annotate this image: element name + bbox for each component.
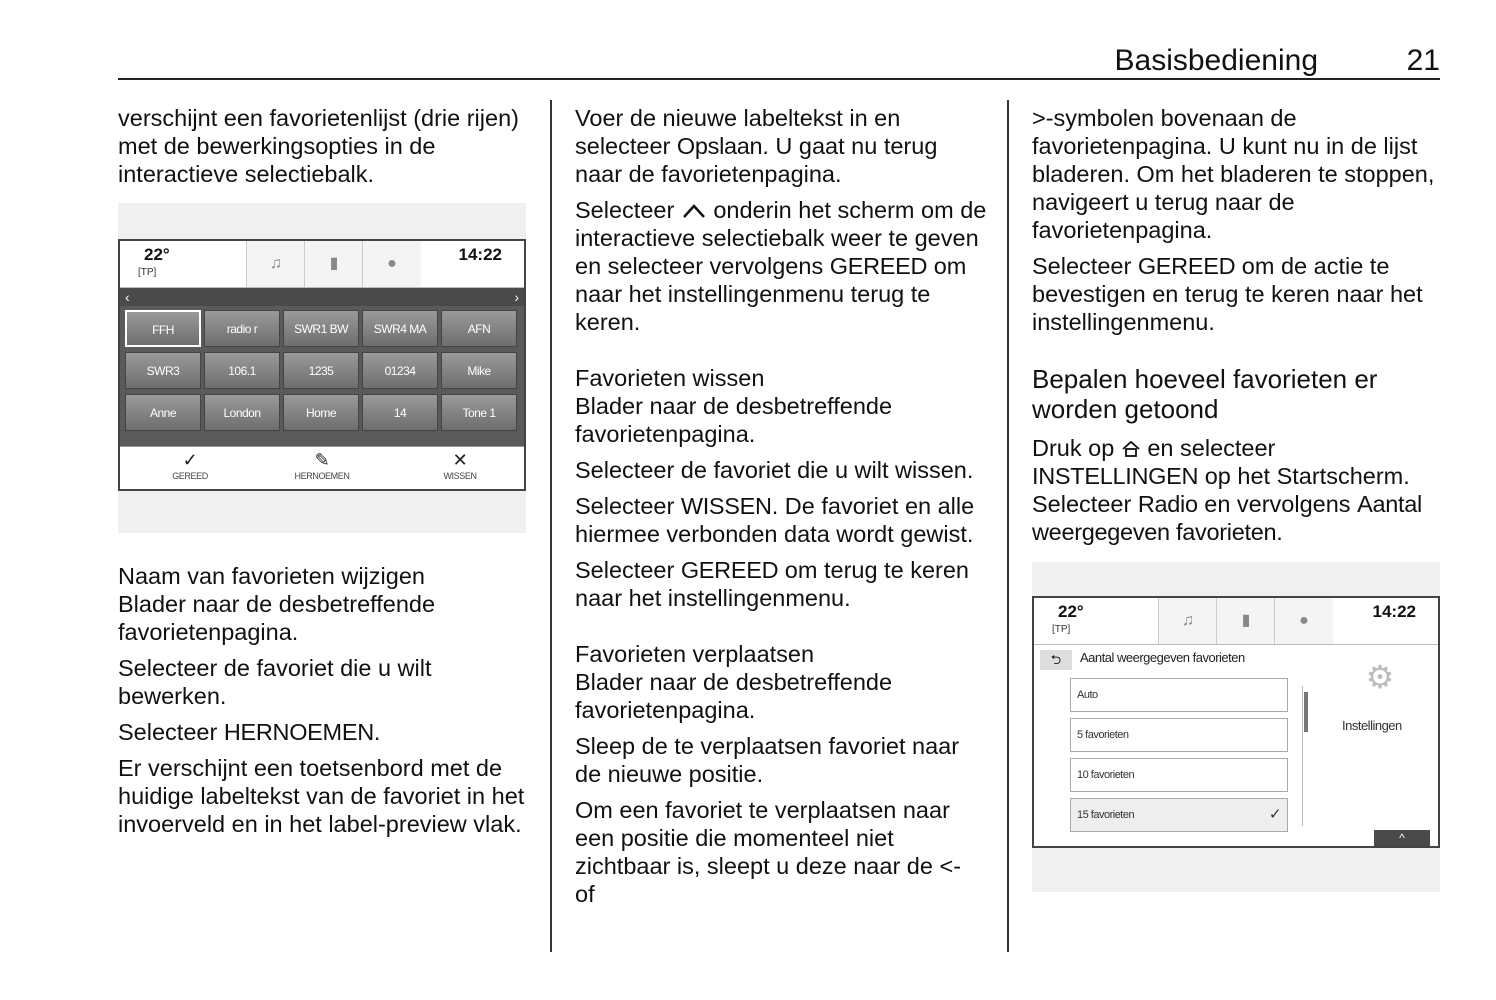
settings-label: Instellingen — [1342, 718, 1402, 733]
back-arrow-icon: ⮌ — [1050, 652, 1062, 667]
favorite-button[interactable]: Anne — [125, 394, 201, 431]
keyword: GEREED — [680, 557, 779, 583]
favorites-grid — [120, 306, 524, 446]
check-icon: ✓ — [1268, 806, 1281, 823]
back-button[interactable] — [1040, 650, 1072, 670]
column-3 — [1032, 104, 1444, 554]
clock: 14:22 — [458, 245, 502, 264]
column-2 — [575, 104, 987, 916]
caret-up-icon: ^ — [1399, 831, 1405, 845]
move-heading: Favorieten verplaatsen — [575, 641, 815, 667]
delete-step-4: Selecteer GEREED om terug te keren naar het instellingenmenu. — [575, 557, 969, 611]
page-nav-bar — [120, 288, 524, 306]
move-step-1: Blader naar de desbetreffende favorietenpagina. — [575, 669, 893, 723]
delete-step-1: Blader naar de desbetreffende favorietenpagina. — [575, 393, 893, 447]
column-1-lower — [118, 562, 530, 846]
done-button[interactable] — [150, 449, 230, 481]
favorite-button[interactable]: SWR3 — [125, 352, 201, 389]
favorite-button[interactable]: 14 — [362, 394, 438, 431]
prev-page-icon[interactable]: ‹ — [125, 289, 130, 305]
keyword: HERNOEMEN — [223, 719, 374, 745]
rename-step-3: Selecteer HERNOEMEN. — [118, 719, 381, 745]
rename-step-4: Er verschijnt een toetsenbord met de huidige labeltekst van de favoriet in het invoerveld en in het label-preview vlak. — [118, 755, 525, 837]
count-heading: Bepalen hoeveel favorieten er worden getoond — [1032, 364, 1378, 424]
rename-heading: Naam van favorieten wijzigen — [118, 563, 425, 589]
move-step-3: Om een favoriet te verplaatsen naar een positie die momenteel niet zichtbaar is, sleept u deze naar de <- of — [575, 797, 962, 907]
interactive-selection-bar — [120, 446, 524, 489]
column-1 — [118, 104, 530, 196]
favorite-button[interactable]: SWR1 BW — [283, 310, 359, 347]
close-icon: ✕ — [452, 450, 468, 470]
list-item[interactable]: Auto — [1070, 678, 1288, 712]
favorite-button[interactable]: SWR4 MA — [362, 310, 438, 347]
list-item-selected[interactable]: 15 favorieten ✓ — [1070, 798, 1288, 832]
next-page-icon[interactable]: › — [514, 289, 519, 305]
audio-icon[interactable]: ♫ — [246, 241, 305, 287]
tp-indicator: [TP] — [138, 267, 157, 278]
delete-heading: Favorieten wissen — [575, 365, 765, 391]
pencil-icon: ✎ — [314, 450, 330, 470]
favorite-button[interactable]: London — [204, 394, 280, 431]
rename-label: HERNOEMEN — [294, 471, 350, 481]
save-step: Voer de nieuwe labeltekst in en selecteer Opslaan. U gaat nu terug naar de favorietenpagina. — [575, 105, 938, 187]
audio-icon[interactable]: ♫ — [1158, 598, 1217, 644]
list-title: Aantal weergegeven favorieten — [1080, 650, 1245, 665]
favorite-button[interactable]: FFH — [125, 310, 201, 347]
move-step-2: Sleep de te verplaatsen favoriet naar de nieuwe positie. — [575, 733, 960, 787]
favorite-button[interactable]: 106.1 — [204, 352, 280, 389]
clock: 14:22 — [1372, 602, 1416, 621]
scroll-explanation: >-symbolen bovenaan de favorietenpagina. U kunt nu in de lijst bladeren. Om het bladeren te stoppen, navigeert u terug naar de favorietenpagina. — [1032, 105, 1435, 243]
status-bar — [120, 241, 524, 288]
keyword: Opslaan — [676, 133, 763, 159]
favorite-button[interactable]: 1235 — [283, 352, 359, 389]
scrollbar[interactable] — [1302, 686, 1309, 826]
count-step: Druk op en selecteer INSTELLINGEN op het Startscherm. Selecteer Radio en vervolgens Aantal weergegeven favorieten. — [1032, 435, 1422, 545]
show-bar-step: Selecteer onderin het scherm om de interactieve selectiebalk weer te geven en selecteer vervolgens GEREED om naar het instellingenmenu terug te keren. — [575, 197, 987, 335]
status-bar — [1034, 598, 1438, 645]
phone-icon[interactable]: ▮ — [1216, 598, 1275, 644]
keyword: GEREED — [829, 253, 928, 279]
temperature: 22° — [1058, 602, 1084, 621]
home-icon — [1121, 435, 1141, 461]
show-bar-button[interactable] — [1374, 830, 1430, 846]
favorite-button[interactable]: AFN — [441, 310, 517, 347]
column-divider — [1007, 100, 1009, 952]
nav-icon[interactable]: ● — [1274, 598, 1333, 644]
list-item[interactable]: 5 favorieten — [1070, 718, 1288, 752]
list-item[interactable]: 10 favorieten — [1070, 758, 1288, 792]
rename-step-2: Selecteer de favoriet die u wilt bewerken. — [118, 655, 432, 709]
favorite-button[interactable]: radio r — [204, 310, 280, 347]
delete-button[interactable] — [420, 449, 500, 481]
page-number: 21 — [1406, 44, 1440, 77]
favorite-button[interactable]: 01234 — [362, 352, 438, 389]
infotainment-screen — [118, 239, 526, 491]
screenshot-favorites-count — [1032, 562, 1440, 892]
keyword: GEREED — [1137, 253, 1236, 279]
done-label: GEREED — [172, 471, 208, 481]
keyword: WISSEN — [680, 493, 772, 519]
gears-icon: ⚙ — [1365, 659, 1395, 695]
keyword: Radio — [1137, 491, 1198, 517]
section-title: Basisbediening — [1114, 44, 1318, 77]
column-divider — [550, 100, 552, 952]
delete-label: WISSEN — [443, 471, 477, 481]
favorite-button[interactable]: Tone 1 — [441, 394, 517, 431]
delete-step-3: Selecteer WISSEN. De favoriet en alle hiermee verbonden data wordt gewist. — [575, 493, 975, 547]
check-icon: ✓ — [182, 450, 198, 470]
intro-text: verschijnt een favorietenlijst (drie rijen) met de bewerkingsopties in de interactieve selectiebalk. — [118, 105, 519, 187]
screenshot-favorites-edit — [118, 203, 526, 533]
favorite-button[interactable]: Mike — [441, 352, 517, 389]
rename-step-1: Blader naar de desbetreffende favorietenpagina. — [118, 591, 436, 645]
scroll-thumb[interactable] — [1304, 692, 1308, 732]
caret-up-icon — [681, 197, 707, 223]
temperature: 22° — [144, 245, 170, 264]
keyword: INSTELLINGEN — [1032, 463, 1199, 489]
tp-indicator: [TP] — [1052, 624, 1071, 635]
delete-step-2: Selecteer de favoriet die u wilt wissen. — [575, 457, 974, 483]
confirm-step: Selecteer GEREED om de actie te bevestigen en terug te keren naar het instellingenmenu. — [1032, 253, 1423, 335]
phone-icon[interactable]: ▮ — [304, 241, 363, 287]
rename-button[interactable] — [282, 449, 362, 481]
infotainment-screen — [1032, 596, 1440, 848]
keyword: Aantal weergegeven favorieten — [1032, 491, 1422, 545]
favorite-button[interactable]: Home — [283, 394, 359, 431]
page-header — [118, 40, 1440, 80]
nav-icon[interactable]: ● — [362, 241, 421, 287]
